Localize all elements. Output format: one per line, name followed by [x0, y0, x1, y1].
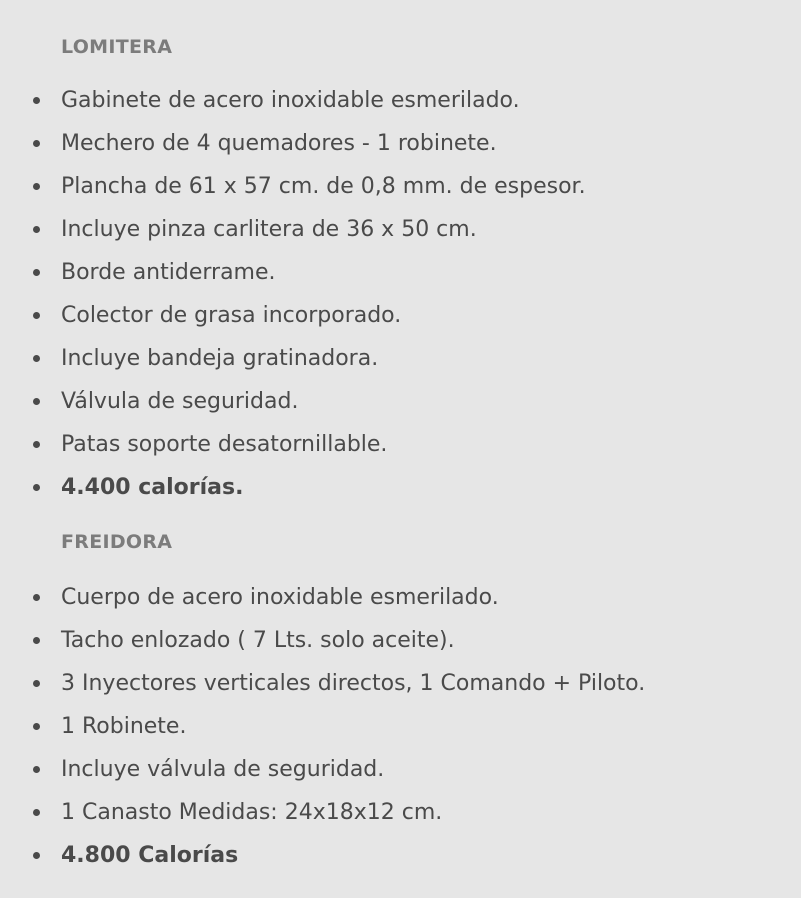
bullet-icon: [33, 226, 40, 233]
list-item-text: Cuerpo de acero inoxidable esmerilado.: [61, 585, 499, 610]
list-item-text: Mechero de 4 quemadores - 1 robinete.: [61, 131, 497, 156]
list-item: [0, 380, 801, 423]
list-item-text: 4.400 calorías.: [61, 475, 244, 500]
list-item: [0, 748, 801, 791]
list-item: [0, 619, 801, 662]
bullet-icon: [33, 140, 40, 147]
bullet-icon: [33, 441, 40, 448]
bullet-icon: [33, 766, 40, 773]
bullet-icon: [33, 312, 40, 319]
list-item: [0, 576, 801, 619]
feature-list-freidora: [0, 576, 801, 877]
list-item-text: 1 Robinete.: [61, 714, 187, 739]
list-item-text: Incluye bandeja gratinadora.: [61, 346, 379, 371]
bullet-icon: [33, 183, 40, 190]
list-item: [0, 79, 801, 122]
list-item: [0, 165, 801, 208]
list-item-highlight: [0, 834, 801, 877]
bullet-icon: [33, 637, 40, 644]
bullet-icon: [33, 852, 40, 859]
bullet-icon: [33, 97, 40, 104]
section-title-lomitera: LOMITERA: [61, 36, 173, 58]
list-item: [0, 337, 801, 380]
list-item-text: 3 Inyectores verticales directos, 1 Comando + Piloto.: [61, 671, 646, 696]
bullet-icon: [33, 269, 40, 276]
list-item-text: Válvula de seguridad.: [61, 389, 299, 414]
list-item-text: 4.800 Calorías: [61, 843, 239, 868]
list-item-text: Gabinete de acero inoxidable esmerilado.: [61, 88, 520, 113]
list-item-text: 1 Canasto Medidas: 24x18x12 cm.: [61, 800, 443, 825]
feature-list-lomitera: [0, 79, 801, 509]
list-item-text: Patas soporte desatornillable.: [61, 432, 388, 457]
bullet-icon: [33, 723, 40, 730]
bullet-icon: [33, 809, 40, 816]
list-item-text: Incluye pinza carlitera de 36 x 50 cm.: [61, 217, 477, 242]
bullet-icon: [33, 355, 40, 362]
list-item: [0, 251, 801, 294]
section-title-freidora: FREIDORA: [61, 531, 173, 553]
list-item-text: Colector de grasa incorporado.: [61, 303, 402, 328]
bullet-icon: [33, 594, 40, 601]
bullet-icon: [33, 484, 40, 491]
list-item: [0, 294, 801, 337]
list-item-text: Incluye válvula de seguridad.: [61, 757, 385, 782]
list-item: [0, 705, 801, 748]
bullet-icon: [33, 398, 40, 405]
list-item-highlight: [0, 466, 801, 509]
list-item: [0, 122, 801, 165]
bullet-icon: [33, 680, 40, 687]
list-item: [0, 662, 801, 705]
list-item-text: Borde antiderrame.: [61, 260, 276, 285]
list-item-text: Plancha de 61 x 57 cm. de 0,8 mm. de espesor.: [61, 174, 586, 199]
list-item: [0, 208, 801, 251]
list-item-text: Tacho enlozado ( 7 Lts. solo aceite).: [61, 628, 455, 653]
list-item: [0, 423, 801, 466]
section-freidora: [0, 529, 801, 877]
list-item: [0, 791, 801, 834]
section-lomitera: [0, 34, 801, 509]
